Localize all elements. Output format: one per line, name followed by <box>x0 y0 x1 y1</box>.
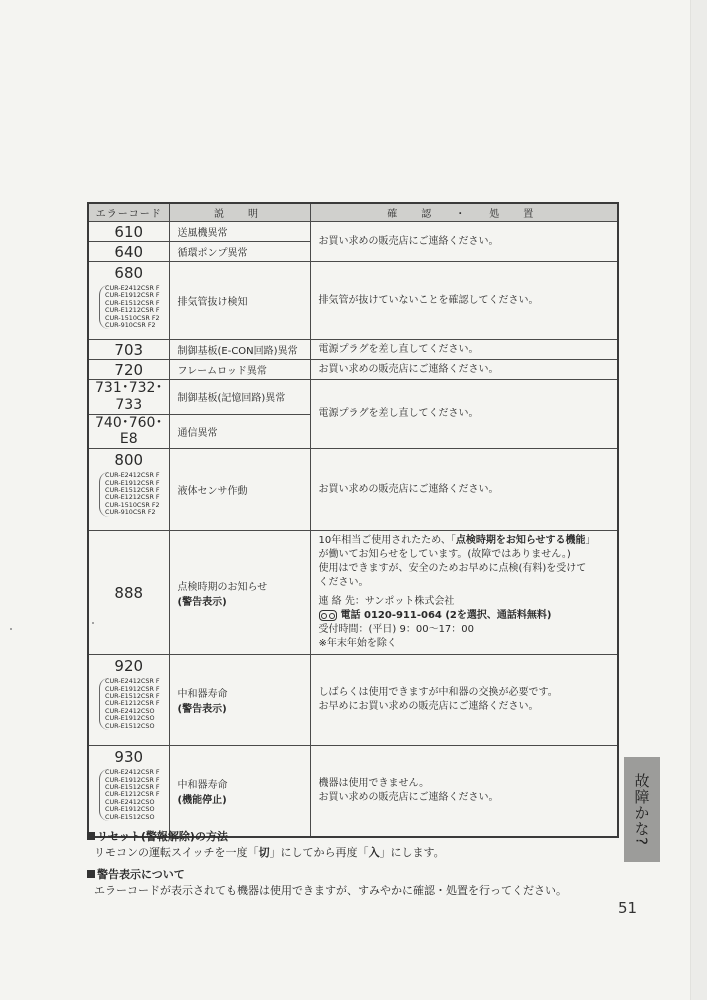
error-description-cell <box>169 531 310 655</box>
model-list <box>99 472 171 516</box>
model-name: CUR-E2412CSO <box>105 706 155 715</box>
error-code: 740･760･E8 <box>88 414 169 449</box>
model-name: CUR-E1512CSO <box>105 812 155 821</box>
contact-phone <box>319 609 618 623</box>
error-code: 610 <box>88 222 169 242</box>
action-line: が働いてお知らせをしています。(故障ではありません。) <box>318 549 571 561</box>
warning-title-text: 警告表示について <box>97 868 185 881</box>
table-header-row <box>88 203 618 222</box>
scan-speck <box>10 628 12 630</box>
model-name: CUR-1510CSR F2 <box>105 313 160 322</box>
model-name: CUR-E1512CSR F <box>105 692 160 700</box>
action-text: 10年相当ご使用されたため、「 <box>318 535 456 547</box>
reset-text: リモコンの運転スイッチを一度「 <box>94 846 259 859</box>
action-line: お早めにお買い求めの販売店にご連絡ください。 <box>318 701 539 713</box>
error-description: 制御基板(E-CON回路)異常 <box>169 340 310 360</box>
table-row <box>88 340 618 360</box>
error-code: 720 <box>88 360 169 380</box>
error-code-cell <box>88 655 169 746</box>
warning-label: (警告表示) <box>177 596 227 608</box>
model-list <box>99 769 171 821</box>
model-name: CUR-E2412CSR F <box>105 768 160 777</box>
warning-note-title <box>87 866 567 882</box>
contact-info <box>319 595 618 651</box>
header-description: 説 明 <box>169 203 310 222</box>
error-code: 680 <box>114 264 144 282</box>
contact-company: 連 絡 先：サンポット株式会社 <box>318 596 455 608</box>
table-row <box>88 380 618 415</box>
error-description: 点検時期のお知らせ <box>177 581 268 593</box>
contact-holiday: ※年末年始を除く <box>318 638 397 650</box>
error-description: 循環ポンプ異常 <box>169 242 310 262</box>
action-line: しばらくは使用できますが中和器の交換が必要です。 <box>318 687 558 699</box>
reset-on-label: 入 <box>368 846 380 859</box>
error-description-cell <box>169 655 310 746</box>
table-row <box>88 746 618 837</box>
model-name: CUR-E1912CSR F <box>105 291 160 300</box>
error-description: 送風機異常 <box>169 222 310 242</box>
error-code: 640 <box>88 242 169 262</box>
error-code: 703 <box>88 340 169 360</box>
error-action: お買い求めの販売店にご連絡ください。 <box>310 360 618 380</box>
model-name: CUR-E1512CSR F <box>105 486 160 494</box>
model-name: CUR-1510CSR F2 <box>105 500 160 509</box>
table-row <box>88 655 618 746</box>
error-action-cell <box>310 746 618 837</box>
reset-off-label: 切 <box>258 846 270 859</box>
phone-text: 電話 0120-911-064 (2を選択、通話料無料) <box>340 610 552 622</box>
model-name: CUR-E1912CSR F <box>105 684 160 693</box>
error-code: 888 <box>88 531 169 655</box>
model-list <box>99 678 171 730</box>
page-edge <box>690 0 707 1000</box>
reset-note-body <box>87 844 445 860</box>
inspection-feature-label: 点検時期をお知らせする機能 <box>455 535 586 547</box>
reset-note <box>87 828 445 860</box>
model-name: CUR-E1512CSR F <box>105 298 160 307</box>
model-name: CUR-E1512CSO <box>105 721 155 730</box>
action-line <box>319 534 618 548</box>
error-action: 電源プラグを差し直してください。 <box>310 380 618 449</box>
model-name: CUR-910CSR F2 <box>105 508 156 517</box>
stop-label: (機能停止) <box>177 794 227 806</box>
error-description-cell <box>169 746 310 837</box>
error-code: 920 <box>114 657 144 676</box>
free-dial-icon <box>319 610 337 621</box>
table-row <box>88 531 618 655</box>
reset-title-text: リセット(警報解除)の方法 <box>97 830 228 843</box>
table-row <box>88 449 618 531</box>
model-name: CUR-E2412CSR F <box>105 677 160 686</box>
reset-text: 」にしてから再度「 <box>269 846 369 859</box>
error-code: 731･732･733 <box>88 380 169 415</box>
model-list <box>99 285 171 329</box>
error-code-cell <box>88 449 169 531</box>
action-text: 」 <box>585 535 596 547</box>
scan-speck <box>92 622 94 624</box>
table-row <box>88 360 618 380</box>
model-name: CUR-E1912CSO <box>105 714 155 723</box>
warning-note <box>87 866 567 898</box>
model-name: CUR-E1212CSR F <box>105 699 160 708</box>
error-action-cell <box>310 531 618 655</box>
bullet-square-icon <box>87 832 95 840</box>
warning-note-body: エラーコードが表示されても機器は使用できますが、すみやかに確認・処置を行ってください。 <box>94 884 567 897</box>
table-row <box>88 262 618 340</box>
contact-hours: 受付時間：(平日) 9：00〜17：00 <box>318 624 475 636</box>
error-code-cell <box>88 746 169 837</box>
bullet-square-icon <box>87 870 95 878</box>
error-description: 制御基板(記憶回路)異常 <box>169 380 310 415</box>
action-line: お買い求めの販売店にご連絡ください。 <box>318 791 499 803</box>
action-line: ください。 <box>318 577 369 589</box>
model-name: CUR-E1912CSO <box>105 805 155 814</box>
model-name: CUR-E2412CSO <box>105 797 155 806</box>
model-name: CUR-E2412CSR F <box>105 471 160 480</box>
error-code: 930 <box>114 748 144 767</box>
model-name: CUR-E1212CSR F <box>105 306 160 315</box>
model-name: CUR-E1512CSR F <box>105 783 160 791</box>
header-error-code: エラーコード <box>88 203 169 222</box>
model-name: CUR-E2412CSR F <box>105 284 160 292</box>
model-name: CUR-E1212CSR F <box>105 790 160 799</box>
section-tab: 故障かな? <box>624 757 660 862</box>
model-name: CUR-E1912CSR F <box>105 775 160 784</box>
model-name: CUR-E1212CSR F <box>105 493 160 502</box>
action-line: 使用はできますが、安全のためお早めに点検(有料)を受けて <box>318 563 587 575</box>
error-description: 中和器寿命 <box>177 779 228 791</box>
page-number: 51 <box>618 899 638 917</box>
action-line: 機器は使用できません。 <box>318 777 430 789</box>
error-description: 中和器寿命 <box>177 689 228 701</box>
error-action: お買い求めの販売店にご連絡ください。 <box>310 222 618 262</box>
error-action-cell <box>310 655 618 746</box>
error-description: 液体センサ作動 <box>169 449 310 531</box>
model-name: CUR-910CSR F2 <box>105 321 156 330</box>
error-code-table <box>87 202 619 838</box>
reset-text: 」にします。 <box>379 846 445 859</box>
error-description: 通信異常 <box>169 414 310 449</box>
error-code: 800 <box>114 451 144 470</box>
error-action: お買い求めの販売店にご連絡ください。 <box>310 449 618 531</box>
header-action: 確 認 ・ 処 置 <box>310 203 618 222</box>
table-row <box>88 222 618 242</box>
model-name: CUR-E1912CSR F <box>105 478 160 487</box>
reset-note-title <box>87 828 445 844</box>
error-action: 電源プラグを差し直してください。 <box>310 340 618 360</box>
error-code-cell <box>88 262 169 340</box>
error-description: 排気管抜け検知 <box>169 262 310 340</box>
warning-label: (警告表示) <box>177 704 227 716</box>
error-description: フレームロッド異常 <box>169 360 310 380</box>
error-action: 排気管が抜けていないことを確認してください。 <box>310 262 618 340</box>
